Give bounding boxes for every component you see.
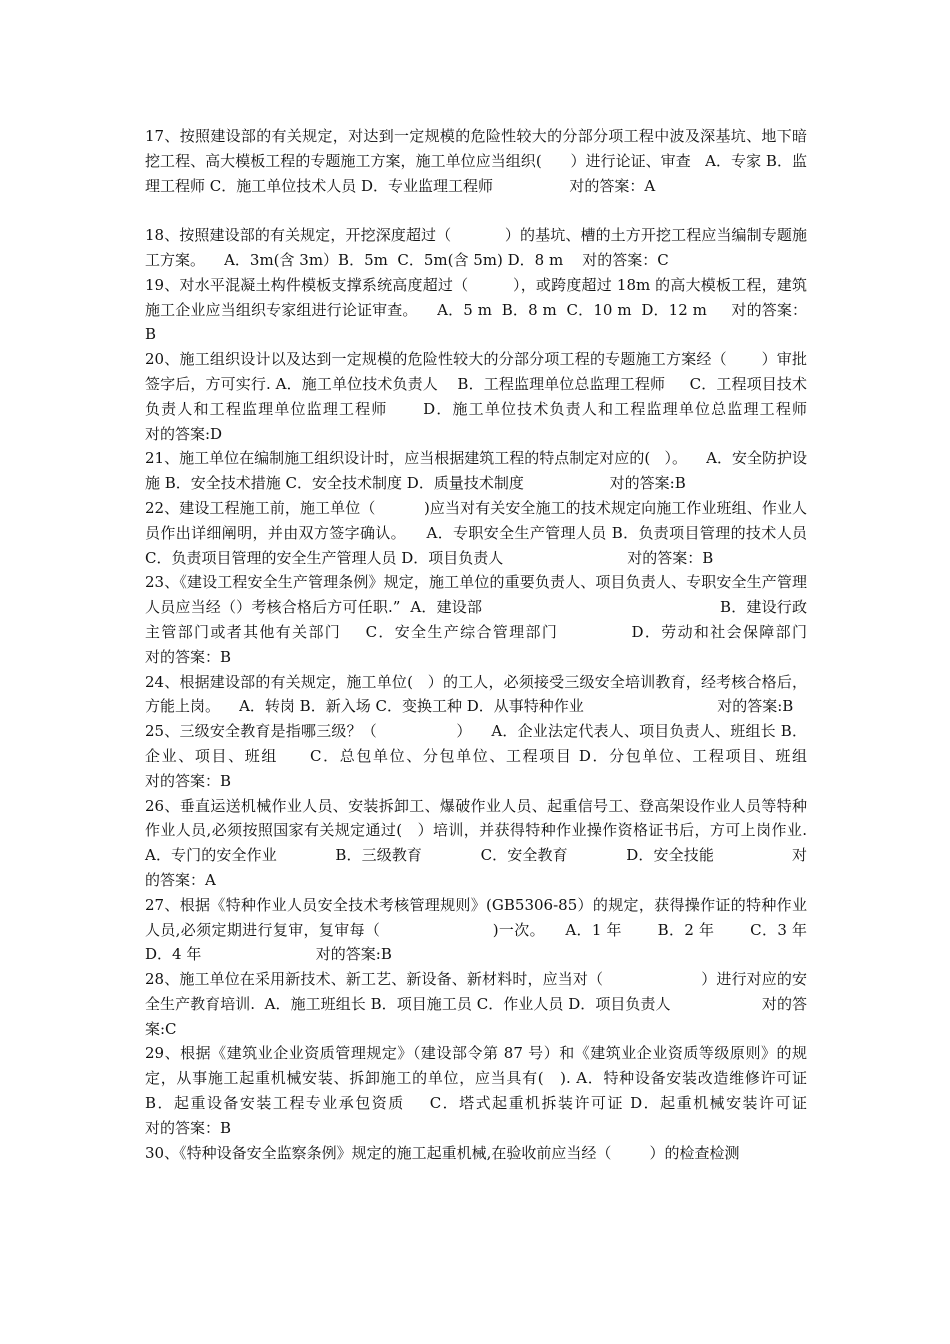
question-20: 20、施工组织设计以及达到一定规模的危险性较大的分部分项工程的专题施工方案经（ ）审批签字后，方可实行. A．施工单位技术负责人 B．工程监理单位总监理工程师 C．工程项目技术负责人和工程监理单位监理工程师 D．施工单位技术负责人和工程监理单位总监理工程师 对的答案:D	[145, 350, 931, 443]
question-17: 17、按照建设部的有关规定，对达到一定规模的危险性较大的分部分项工程中波及深基坑、地下暗挖工程、高大模板工程的专题施工方案，施工单位应当组织( ）进行论证、审查 A．专家 B．监理工程师 C．施工单位技术人员 D．专业监理工程师 对的答案：A	[145, 127, 807, 195]
question-21: 21、施工单位在编制施工组织设计时，应当根据建筑工程的特点制定对应的( ）。 A．安全防护设施 B．安全技术措施 C．安全技术制度 D．质量技术制度 对的答案:B	[145, 449, 807, 493]
question-24: 24、根据建设部的有关规定，施工单位( ）的工人，必须接受三级安全培训教育，经考核合格后，方能上岗。 A．转岗 B．新入场 C．变换工种 D．从事特种作业 对的答案:B	[145, 672, 807, 716]
question-29: 29、根据《建筑业企业资质管理规定》（建设部令第 87 号）和《建筑业企业资质等级原则》的规定，从事施工起重机械安装、拆卸施工的单位，应当具有( ). A．特种设备安装改造维修许可证 B．起重设备安装工程专业承包资质 C．塔式起重机拆装许可证 D．起重机械安装许可证 对的答案：B	[145, 1044, 917, 1137]
question-27: 27、根据《特种作业人员安全技术考核管理规则》(GB5306-85）的规定，获得操作证的特种作业人员,必须定期进行复审，复审每（ )一次。 A．1 年 B．2 年 C．3 年 D．4 年 对的答案:B	[145, 895, 841, 964]
question-30: 30、《特种设备安全监察条例》规定的施工起重机械,在验收前应当经（ ）的检查检测	[145, 1143, 740, 1162]
question-list	[145, 124, 931, 1165]
question-19: 19、对水平混凝土构件模板支撑系统高度超过（ ），或跨度超过 18m 的高大模板工程，建筑施工企业应当组织专家组进行论证审查。 A．5 m B．8 m C．10 m D．12 m 对的答案：B	[145, 275, 807, 344]
question-23: 23、《建设工程安全生产管理条例》规定，施工单位的重要负责人、项目负责人、专职安全生产管理人员应当经（）考核合格后方可任职.” A．建设部 B．建设行政主管部门或者其他有关部门 C．安全生产综合管理部门 D．劳动和社会保障部门 对的答案：B	[145, 573, 931, 666]
question-28: 28、施工单位在采用新技术、新工艺、新设备、新材料时，应当对（ ）进行对应的安全生产教育培训. A．施工班组长 B．项目施工员 C．作业人员 D．项目负责人 对的答案:C	[145, 970, 807, 1038]
question-22: 22、建设工程施工前，施工单位（ )应当对有关安全施工的技术规定向施工作业班组、作业人员作出详细阐明，并由双方签字确认。 A．专职安全生产管理人员 B．负责项目管理的技术人员 C．负责项目管理的安全生产管理人员 D．项目负责人 对的答案：B	[145, 498, 831, 567]
question-26: 26、垂直运送机械作业人员、安装拆卸工、爆破作业人员、起重信号工、登高架设作业人员等特种作业人员,必须按照国家有关规定通过( ）培训，并获得特种作业操作资格证书后，方可上岗作业. A．专门的安全作业 B．三级教育 C．安全教育 D．安全技能 对的答案：A	[145, 796, 812, 889]
question-18: 18、按照建设部的有关规定，开挖深度超过（ ）的基坑、槽的土方开挖工程应当编制专题施工方案。 A．3m(含 3m）B．5m C．5m(含 5m) D．8 m 对的答案：C	[145, 226, 807, 269]
question-25: 25、三级安全教育是指哪三级？（ ） A．企业法定代表人、项目负责人、班组长 B．企业、项目、班组 C．总包单位、分包单位、工程项目 D．分包单位、工程项目、班组 对的答案：B	[145, 722, 884, 790]
